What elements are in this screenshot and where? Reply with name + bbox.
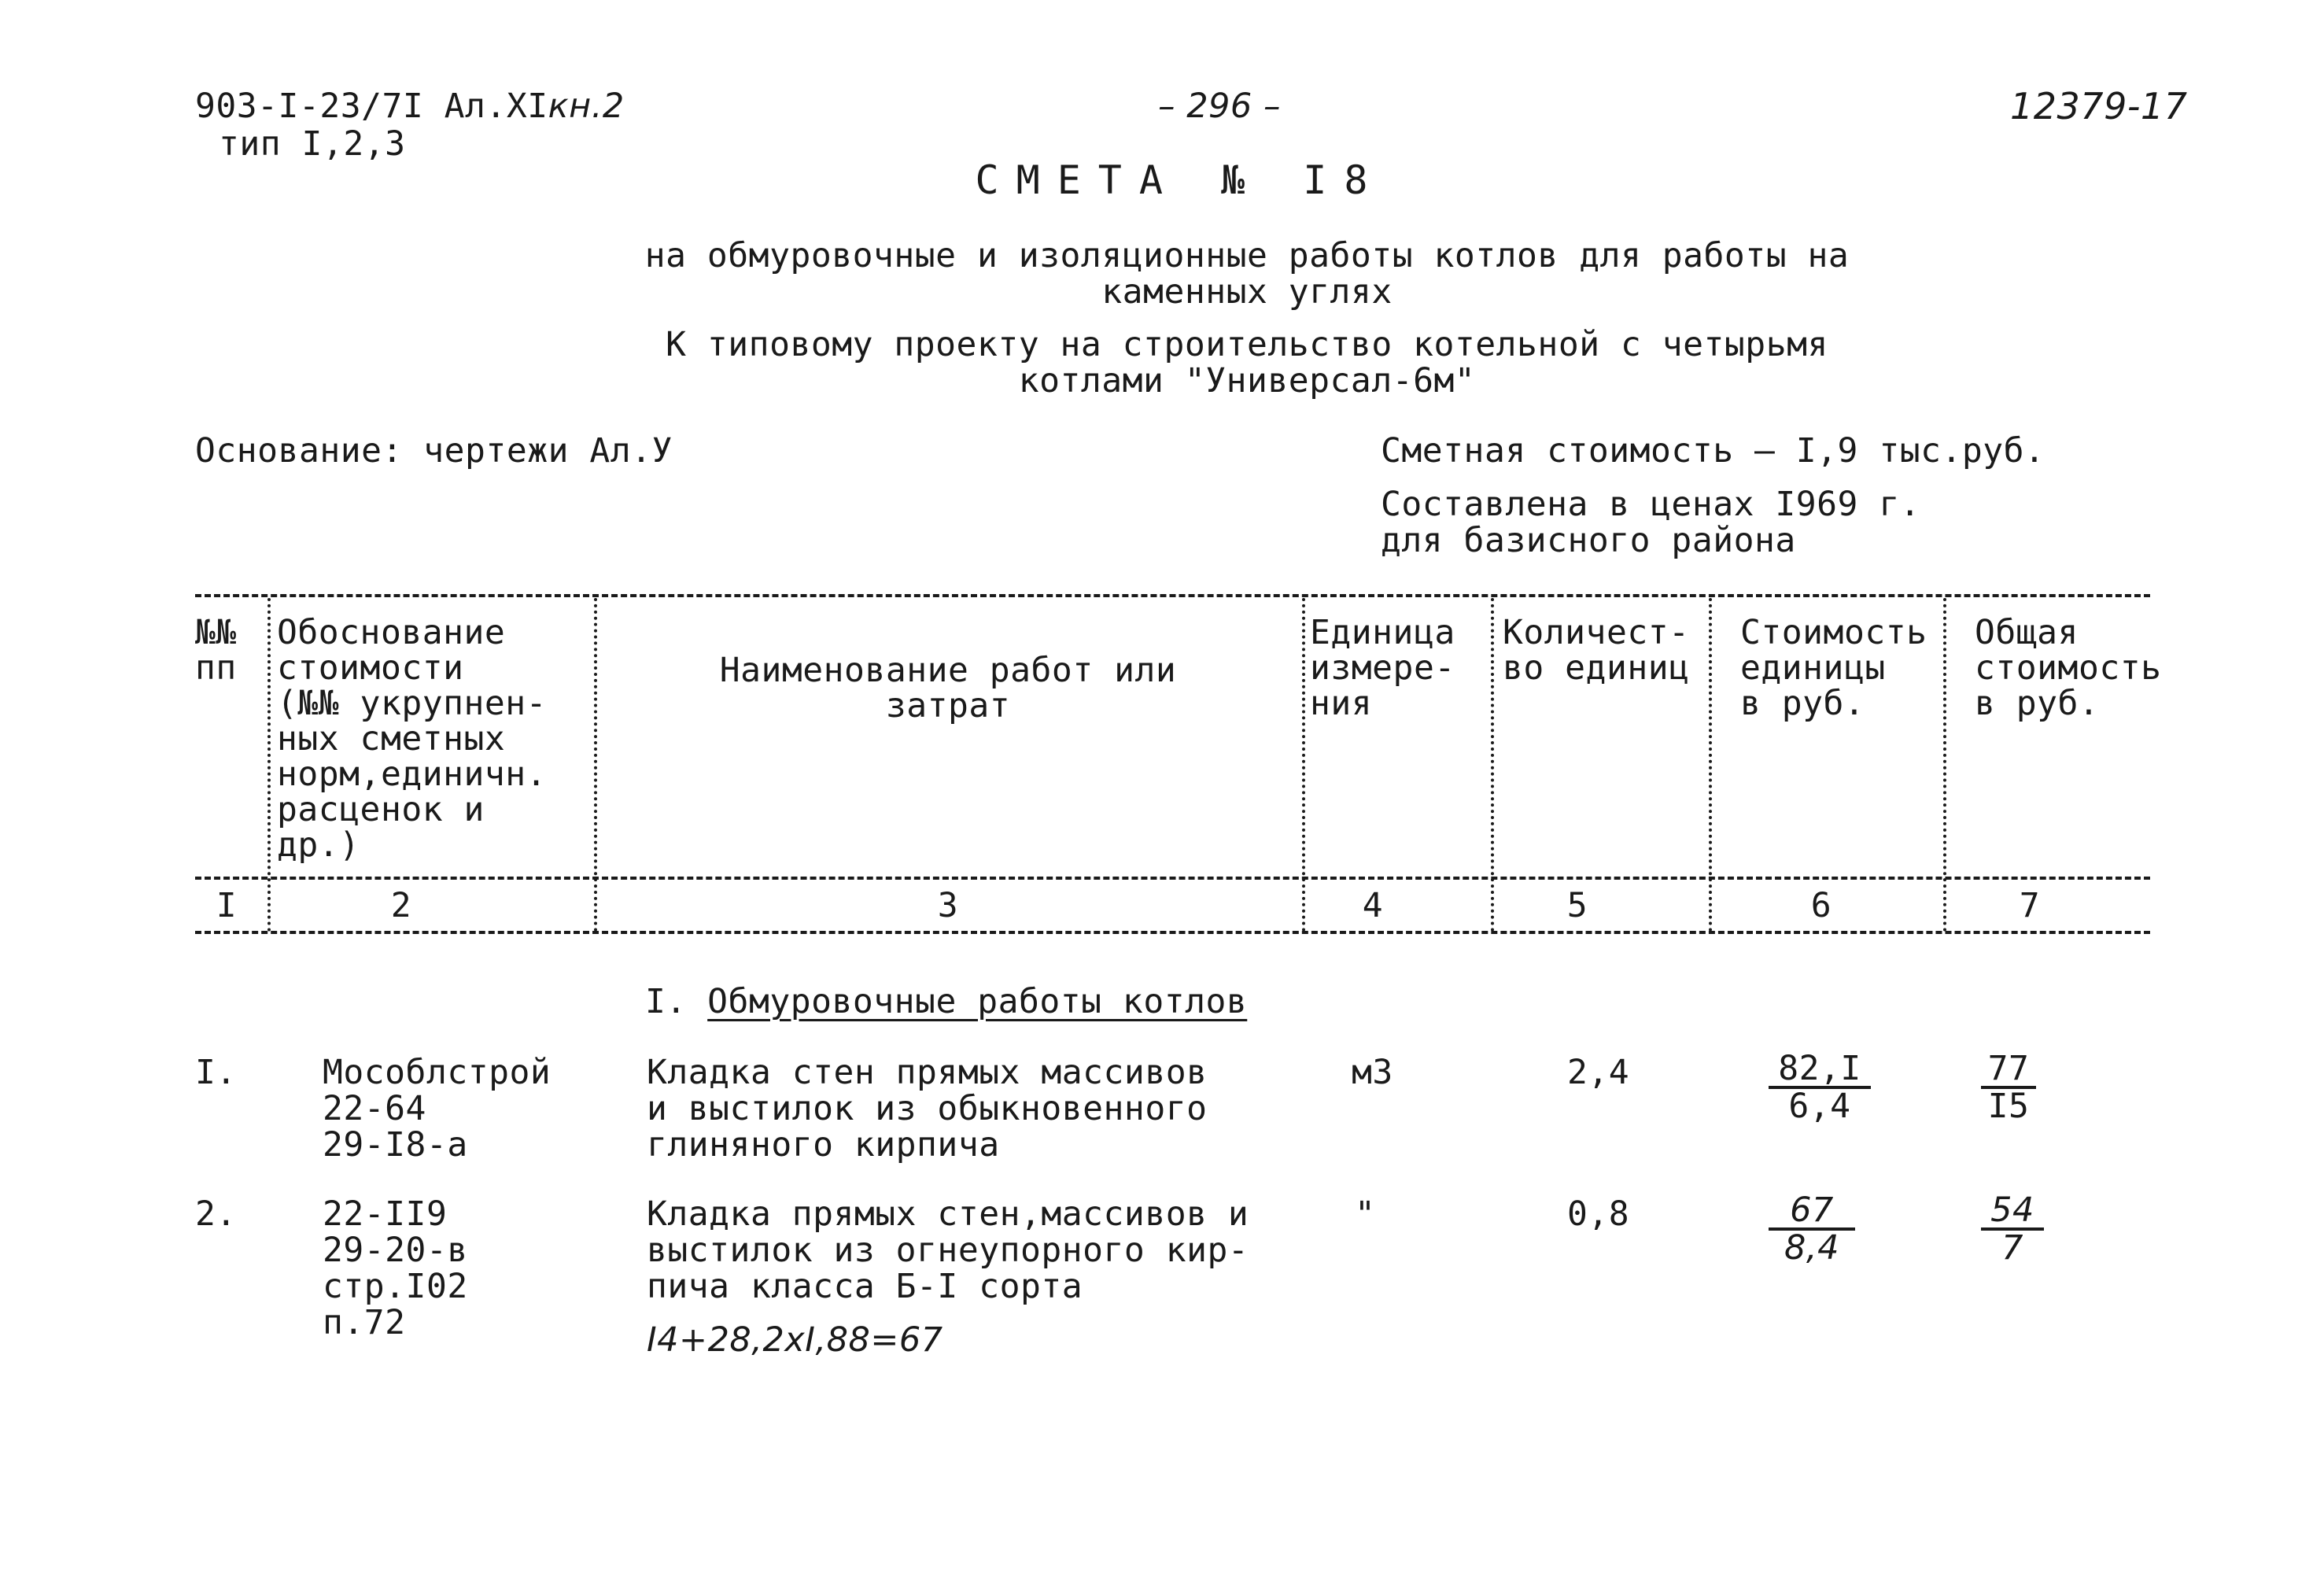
section-title bbox=[645, 984, 1247, 1020]
row-2-total bbox=[1981, 1191, 2044, 1268]
row-1-basis: Мособлстрой 22-64 29-I8-а bbox=[323, 1053, 551, 1165]
column-number-7: 7 bbox=[2019, 886, 2041, 925]
column-header-no: №№ пп bbox=[195, 613, 237, 688]
section-title-text bbox=[645, 982, 1247, 1021]
row-1-unit: м3 bbox=[1352, 1053, 1393, 1092]
column-separator-4 bbox=[1491, 598, 1494, 932]
row-2-unit-cost-bottom: 8,4 bbox=[1784, 1228, 1839, 1268]
row-2-unit-cost bbox=[1769, 1191, 1855, 1268]
row-2-unit: " bbox=[1355, 1194, 1376, 1234]
row-1-unit-cost-top: 82,I bbox=[1769, 1051, 1871, 1089]
prices-year: Составлена в ценах I969 г. bbox=[1381, 485, 1921, 524]
subtitle-line-2: каменных углях bbox=[1101, 272, 1393, 312]
row-1-name: Кладка стен прямых массивов и выстилок из обыкновенного глиняного кирпича bbox=[647, 1053, 1208, 1165]
base-region: для базисного района bbox=[1381, 521, 1796, 560]
row-1-unit-cost-bottom: 6,4 bbox=[1788, 1087, 1851, 1126]
row-1-quantity: 2,4 bbox=[1567, 1053, 1630, 1092]
row-1-number: I. bbox=[195, 1053, 237, 1092]
table-header-bottom-rule bbox=[195, 877, 2150, 880]
row-1-unit-cost bbox=[1769, 1051, 1871, 1124]
row-2-number: 2. bbox=[195, 1194, 237, 1234]
column-number-4: 4 bbox=[1362, 886, 1384, 925]
column-header-unit-cost: Стоимость единицы в руб. bbox=[1740, 613, 1927, 723]
column-number-5: 5 bbox=[1566, 886, 1588, 925]
document-book-handwritten: кн.2 bbox=[548, 87, 625, 126]
estimated-cost: Сметная стоимость – I,9 тыс.руб. bbox=[1381, 431, 2045, 471]
row-2-basis: 22-II9 29-20-в стр.I02 п.72 bbox=[323, 1194, 468, 1342]
row-2-formula: I4+28,2хI,88=67 bbox=[647, 1320, 943, 1360]
column-header-unit: Единица измере- ния bbox=[1310, 613, 1455, 723]
document-type: тип I,2,3 bbox=[219, 124, 406, 164]
column-header-basis: Обоснование стоимости (№№ укрупнен- ных сметных норм,единичн. расценок и др.) bbox=[277, 613, 548, 865]
column-separator-3 bbox=[1302, 598, 1305, 932]
document-code-text: 903-I-23/7I Ал.XI bbox=[195, 87, 548, 126]
table-numbers-bottom-rule bbox=[195, 931, 2150, 934]
subtitle-line-4: котлами "Универсал-6м" bbox=[1018, 361, 1476, 401]
row-1-total-bottom: I5 bbox=[1987, 1087, 2030, 1126]
basis-label: Основание: чертежи Ал.У bbox=[195, 431, 673, 471]
column-header-quantity: Количест- во единиц bbox=[1503, 613, 1690, 688]
section-number: I. bbox=[645, 982, 708, 1021]
section-name: Обмуровочные работы котлов bbox=[707, 982, 1248, 1021]
column-separator-6 bbox=[1943, 598, 1946, 932]
row-2-unit-cost-top: 67 bbox=[1769, 1193, 1855, 1231]
subtitle-line-1: на обмуровочные и изоляционные работы котлов для работы на bbox=[644, 236, 1850, 275]
column-number-2: 2 bbox=[390, 886, 412, 925]
page-number: – 296 – bbox=[1158, 87, 1281, 126]
row-2-quantity: 0,8 bbox=[1567, 1194, 1630, 1234]
estimate-title: СМЕТА № I8 bbox=[975, 157, 1385, 203]
row-1-total bbox=[1981, 1051, 2036, 1124]
column-header-total-cost: Общая стоимость в руб. bbox=[1975, 613, 2162, 723]
archive-number: 12379-17 bbox=[2010, 85, 2188, 127]
table-top-rule bbox=[195, 594, 2150, 597]
row-1-total-top: 77 bbox=[1981, 1051, 2036, 1089]
column-separator-1 bbox=[267, 598, 271, 932]
column-header-name: Наименование работ или затрат bbox=[719, 651, 1177, 725]
document-code bbox=[195, 88, 625, 124]
row-2-total-bottom: 7 bbox=[2001, 1228, 2023, 1268]
column-number-3: 3 bbox=[937, 886, 959, 925]
column-number-6: 6 bbox=[1810, 886, 1832, 925]
row-2-total-top: 54 bbox=[1981, 1193, 2044, 1231]
row-2-name: Кладка прямых стен,массивов и выстилок из огнеупорного кир- пича класса Б-I сорта bbox=[647, 1194, 1249, 1306]
subtitle-line-3: К типовому проекту на строительство котельной с четырьмя bbox=[666, 325, 1828, 364]
column-number-1: I bbox=[216, 886, 238, 925]
column-separator-5 bbox=[1709, 598, 1712, 932]
column-separator-2 bbox=[594, 598, 597, 932]
